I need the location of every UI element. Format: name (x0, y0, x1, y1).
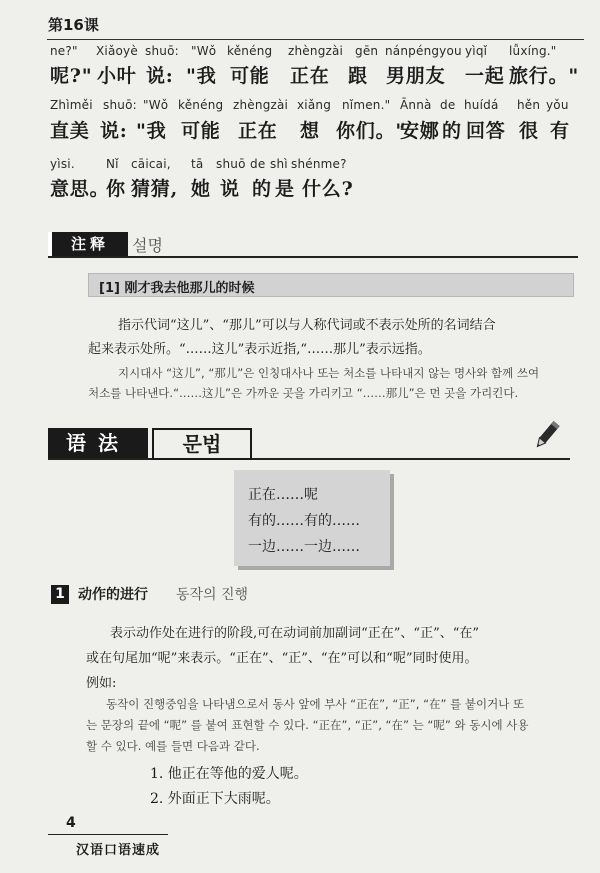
note-paragraph-ko-line: 지시대사 “这儿”, “那儿”은 인칭대사나 또는 처소를 나타내지 않는 명사와 함께 쓰여 (118, 366, 540, 380)
grammar-pattern: 正在……呢 (248, 487, 318, 503)
hanzi-word: 意思。 (50, 178, 110, 200)
footer-rule (48, 834, 168, 835)
pinyin-word: nǐmen." (342, 98, 391, 112)
lesson-header: 第16课 (48, 16, 99, 34)
pinyin-word: shuō: (103, 98, 137, 112)
hanzi-word: 正在 (238, 120, 278, 142)
hanzi-word: 说 (220, 178, 240, 200)
note-item-box (88, 273, 574, 297)
pinyin-word: Xiǎoyè (96, 44, 138, 58)
pinyin-word: yìsi. (50, 157, 75, 171)
section-title: 动作的进行 (78, 587, 148, 603)
pinyin-word: Zhìměi (50, 98, 93, 112)
example-sentence: 2. 外面正下大雨呢。 (150, 791, 280, 807)
hanzi-word: 想 (300, 120, 320, 142)
pinyin-word: de (250, 157, 266, 171)
hanzi-word: 旅行。" (509, 65, 580, 87)
pinyin-word: de (440, 98, 456, 112)
hanzi-word: 说: (146, 65, 174, 87)
pinyin-word: yìqǐ (465, 44, 488, 58)
pinyin-word: hěn (517, 98, 541, 112)
notes-label-korean: 설명 (132, 236, 163, 255)
hanzi-word: "我 (136, 120, 167, 142)
grammar-label-korean: 문법 (152, 428, 252, 460)
pinyin-word: cāicai, (131, 157, 171, 171)
hanzi-word: 很 (519, 120, 539, 142)
hanzi-word: 小叶 (97, 65, 137, 87)
hanzi-word: 一起 (465, 65, 505, 87)
grammar-pattern: 有的……有的…… (248, 513, 360, 529)
hanzi-word: 说: (100, 120, 128, 142)
hanzi-word: 什么? (302, 178, 354, 200)
pinyin-word: kěnéng (178, 98, 224, 112)
section-paragraph-zh-line: 例如: (86, 676, 117, 691)
pinyin-word: shuō (216, 157, 246, 171)
hanzi-word: 的 (252, 178, 272, 200)
hanzi-word: 直美 (50, 120, 90, 142)
pinyin-word: nánpéngyou (385, 44, 462, 58)
hanzi-word: 安娜 (400, 120, 440, 142)
pinyin-word: kěnéng (227, 44, 273, 58)
pinyin-word: shuō: (145, 44, 179, 58)
pinyin-word: Nǐ (106, 157, 119, 171)
hanzi-word: 呢?" (50, 65, 93, 87)
note-paragraph-zh-line: 指示代词“这儿”、“那儿”可以与人称代词或不表示处所的名词结合 (118, 318, 496, 333)
hanzi-word: 男朋友 (386, 65, 446, 87)
hanzi-word: 你 (106, 178, 126, 200)
hanzi-word: 的 (442, 120, 462, 142)
pinyin-word: gēn (355, 44, 379, 58)
section-paragraph-zh-line: 或在句尾加“呢”来表示。“正在”、“正”、“在”可以和“呢”同时使用。 (86, 651, 478, 666)
section-number-badge: 1 (51, 585, 69, 604)
grammar-patterns-box (234, 470, 390, 566)
hanzi-word: "我 (186, 65, 217, 87)
section-title-korean: 동작의 진행 (176, 587, 249, 603)
page-number: 4 (66, 815, 76, 831)
notes-banner (48, 232, 578, 258)
hanzi-word: 你们。" (336, 120, 407, 142)
hanzi-word: 猜猜, (131, 178, 179, 200)
note-item-title: [1] 刚才我去他那儿的时候 (99, 281, 255, 296)
pinyin-word: zhèngzài (288, 44, 344, 58)
grammar-label: 语法 (48, 428, 148, 458)
section-paragraph-ko-line: 는 문장의 끝에 “呢” 를 붙여 표현할 수 있다. “正在”, “正”, “在” 는 “呢” 와 동시에 사용 (86, 718, 529, 732)
pencil-icon (532, 418, 562, 452)
pinyin-word: xiǎng (297, 98, 332, 112)
pinyin-word: zhèngzài (233, 98, 289, 112)
hanzi-word: 是 (275, 178, 295, 200)
hanzi-word: 可能 (230, 65, 270, 87)
section-paragraph-ko-line: 동작이 진행중임을 나타냄으로서 동사 앞에 부사 “正在”, “正”, “在” 를 붙이거나 또 (106, 697, 525, 711)
section-paragraph-ko-line: 할 수 있다. 예를 들면 다음과 같다. (86, 739, 260, 753)
pinyin-word: Ānnà (400, 98, 432, 112)
note-paragraph-ko-line: 처소를 나타낸다.“……这儿”은 가까운 곳을 가리키고 “……那儿”은 먼 곳을 가리킨다. (88, 386, 519, 400)
grammar-pattern: 一边……一边…… (248, 539, 360, 555)
hanzi-word: 可能 (181, 120, 221, 142)
book-title: 汉语口语速成 (76, 843, 161, 858)
pinyin-word: "Wǒ (143, 98, 169, 112)
note-paragraph-zh-line: 起来表示处所。“……这儿”表示近指,“……那儿”表示远指。 (88, 342, 431, 357)
hanzi-word: 有 (550, 120, 570, 142)
pinyin-word: yǒu (546, 98, 569, 112)
example-sentence: 1. 他正在等他的爱人呢。 (150, 766, 308, 782)
pinyin-word: huídá (464, 98, 499, 112)
hanzi-word: 正在 (290, 65, 330, 87)
notes-label: 注释 (48, 232, 128, 256)
grammar-banner (48, 428, 570, 460)
header-rule (47, 39, 584, 40)
hanzi-word: 她 (191, 178, 211, 200)
pinyin-word: shì (270, 157, 288, 171)
pinyin-word: shénme? (291, 157, 347, 171)
pinyin-word: tā (191, 157, 204, 171)
pinyin-word: ne?" (50, 44, 78, 58)
hanzi-word: 跟 (348, 65, 368, 87)
section-paragraph-zh-line: 表示动作处在进行的阶段,可在动词前加副词“正在”、“正”、“在” (110, 626, 480, 641)
hanzi-word: 回答 (466, 120, 506, 142)
pinyin-word: lǚxíng." (509, 44, 557, 58)
pinyin-word: "Wǒ (191, 44, 217, 58)
